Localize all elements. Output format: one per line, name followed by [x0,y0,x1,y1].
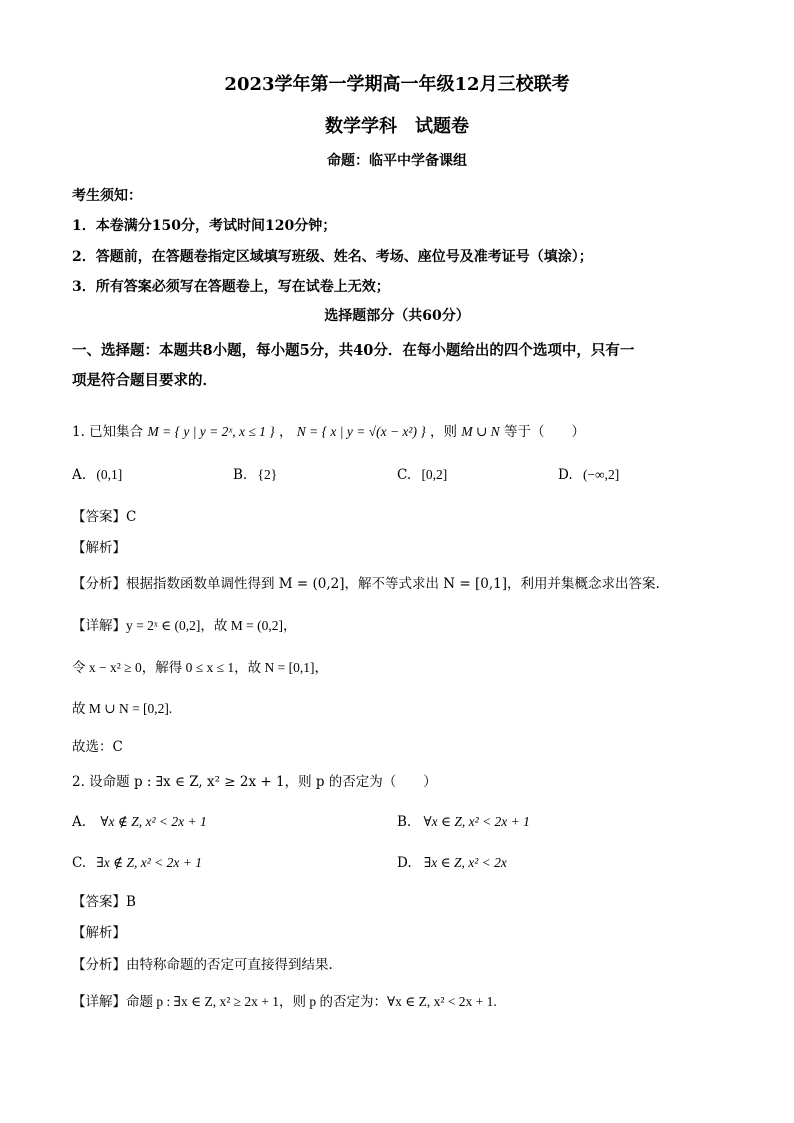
option-c: C. [0,2] [397,467,448,483]
detail-line-1 [72,614,296,634]
option-d: D. (−∞,2] [558,467,620,483]
answer-line-2 [72,890,136,910]
exam-title: 2023学年第一学期高一年级12月三校联考 [224,74,570,95]
fenxi-line-2 [72,953,333,973]
detail-tag: 【详解】 [72,618,126,634]
option-a: A. (0,1] [72,467,123,483]
option-b-value: {2} [257,467,278,482]
fenxi-text: 根据指数函数单调性得到 M = (0,2]，解不等式求出 N = [0,1]，利用并集概念求出答案. [126,576,660,592]
option-b: B. ∀x ∈ Z, x² < 2x + 1 [397,814,530,830]
detail-text: 命题 p : ∃x ∈ Z, x² ≥ 2x + 1，则 p 的否定为：∀x ∈ Z, x² < 2x + 1. [126,994,497,1009]
option-a-value: (0,1] [96,467,123,482]
fenxi-tag: 【分析】 [72,576,126,592]
fenxi-text: 由特称命题的否定可直接得到结果. [126,957,333,973]
option-a-value: ∀x ∉ Z, x² < 2x + 1 [100,814,207,829]
instruction-item: 1．本卷满分150分，考试时间120分钟； [72,218,337,234]
detail-line-2q [72,990,497,1010]
option-b-value: ∀x ∈ Z, x² < 2x + 1 [423,814,530,829]
exam-subtitle: 数学学科 试题卷 [325,116,469,137]
union-formula: M ∪ N [461,424,500,439]
question-2-stem: 2. 设命题 p : ∃x ∈ Z, x² ≥ 2x + 1，则 p 的否定为（ ） [72,774,437,790]
option-c-value: [0,2] [421,467,448,482]
exam-author: 命题：临平中学备课组 [327,153,467,169]
analysis-tag-1: 【解析】 [72,540,126,556]
choice-line-1: 故选：C [72,739,123,755]
answer-tag: 【答案】 [72,894,126,910]
answer-tag: 【答案】 [72,509,126,525]
answer-value: B [126,894,136,910]
separator: ， [278,424,293,440]
question-1-prefix: 1. 已知集合 [72,424,144,440]
question-1-ask: 等于（ ） [503,424,585,440]
detail-text: y = 2ˣ ∈ (0,2]，故 M = (0,2]， [126,618,297,633]
option-c: C. ∃x ∉ Z, x² < 2x + 1 [72,855,203,871]
option-b: B. {2} [233,467,278,483]
analysis-tag-2: 【解析】 [72,925,126,941]
question-1-suffix: ，则 [430,424,458,440]
set-n-formula: N = { x | y = √(x − x²) } [296,424,426,439]
fenxi-line-1 [72,572,660,592]
instructions-heading: 考生须知： [72,188,142,204]
section-heading: 一、选择题：本题共8小题，每小题5分，共40分．在每小题给出的四个选项中，只有一 [72,342,635,359]
part-title: 选择题部分（共60分） [324,308,470,324]
option-a: A. ∀x ∉ Z, x² < 2x + 1 [72,814,207,830]
instruction-item: 3．所有答案必须写在答题卷上，写在试卷上无效； [72,279,390,295]
detail-line-3: 故 M ∪ N = [0,2]. [72,701,173,716]
answer-value: C [126,509,137,525]
section-heading-cont: 项是符合题目要求的． [72,372,217,389]
detail-line-2: 令 x − x² ≥ 0，解得 0 ≤ x ≤ 1，故 N = [0,1]， [72,660,328,675]
fenxi-tag: 【分析】 [72,957,126,973]
option-c-value: ∃x ∉ Z, x² < 2x + 1 [96,855,203,870]
option-d-value: ∃x ∈ Z, x² < 2x [423,855,507,870]
detail-tag: 【详解】 [72,994,126,1010]
option-d: D. ∃x ∈ Z, x² < 2x [397,855,507,871]
answer-line-1 [72,505,136,525]
option-d-value: (−∞,2] [582,467,620,482]
question-1-stem [72,420,585,440]
instruction-item: 2．答题前，在答题卷指定区域填写班级、姓名、考场、座位号及准考证号（填涂）； [72,249,593,265]
set-m-formula: M = { y | y = 2ˣ, x ≤ 1 } [147,424,275,439]
